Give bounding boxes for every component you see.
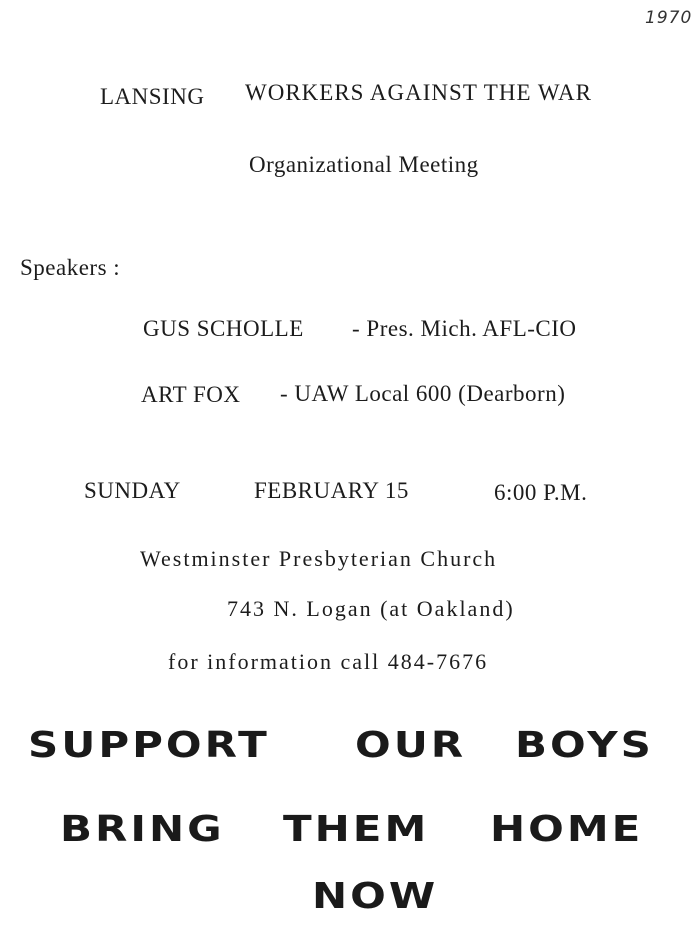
slogan-word-boys: BOYS: [515, 724, 654, 766]
slogan-word-home: HOME: [490, 808, 644, 850]
slogan-word-support: SUPPORT: [28, 724, 270, 766]
speaker-1-role: - Pres. Mich. AFL-CIO: [352, 316, 577, 341]
slogan-word-bring: BRING: [60, 808, 225, 850]
speaker-2-name: ART FOX: [141, 382, 241, 407]
event-date: FEBRUARY 15: [254, 478, 409, 503]
event-venue: Westminster Presbyterian Church: [140, 546, 498, 571]
slogan-word-now: NOW: [312, 875, 439, 917]
event-address: 743 N. Logan (at Oakland): [227, 596, 515, 621]
speakers-label: Speakers :: [20, 255, 121, 280]
header-city: LANSING: [100, 84, 205, 109]
speaker-2-role: - UAW Local 600 (Dearborn): [280, 381, 566, 406]
event-info-phone: for information call 484-7676: [168, 649, 489, 674]
event-day: SUNDAY: [84, 478, 181, 503]
year-handwritten-note: 1970: [645, 8, 693, 28]
header-org-title: WORKERS AGAINST THE WAR: [245, 80, 592, 105]
slogan-word-them: THEM: [283, 808, 430, 850]
event-time: 6:00 P.M.: [494, 480, 588, 505]
slogan-word-our: OUR: [355, 724, 467, 766]
speaker-1-name: GUS SCHOLLE: [143, 316, 304, 341]
meeting-subtitle: Organizational Meeting: [249, 152, 479, 177]
